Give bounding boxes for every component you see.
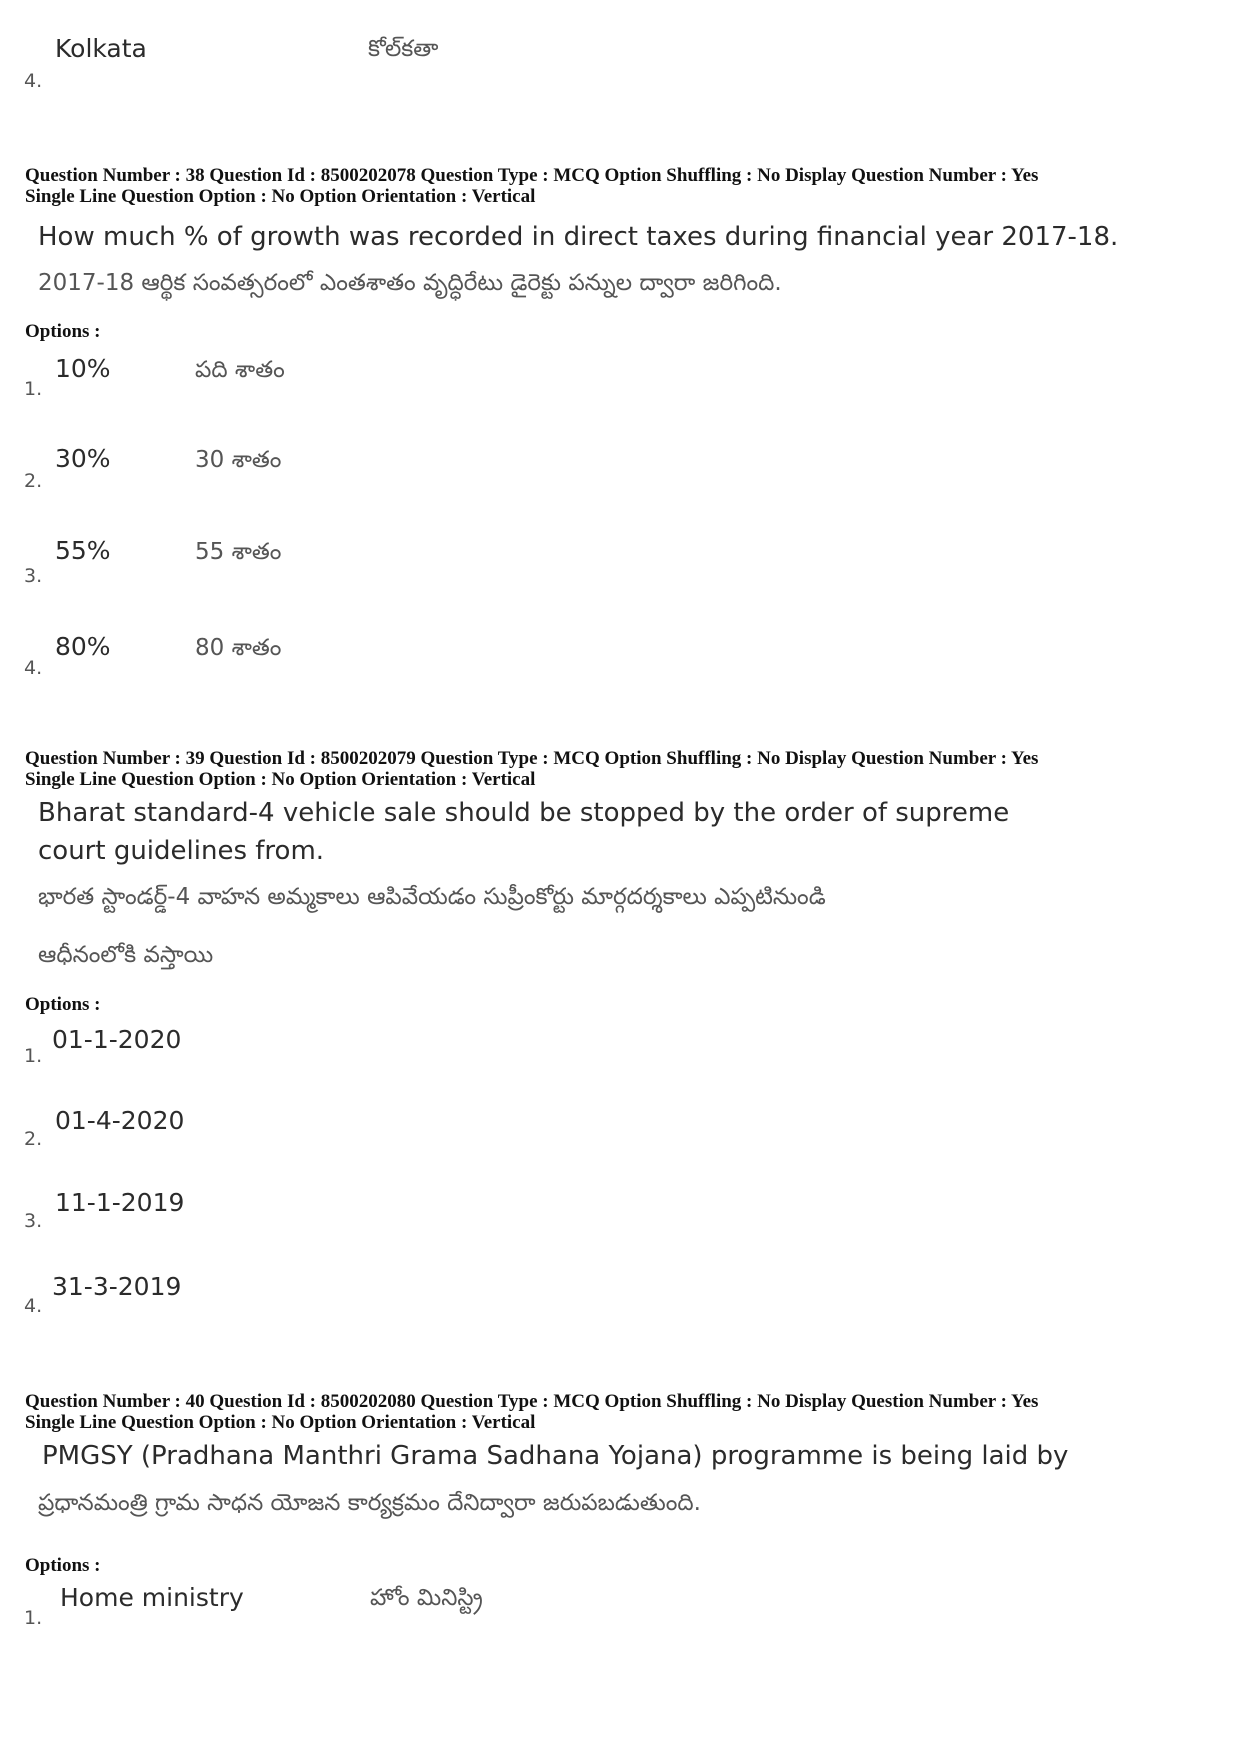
options-label: Options : (25, 994, 101, 1015)
option-en-text: 80% (55, 632, 111, 661)
options-label: Options : (25, 321, 101, 342)
option-te-text: 80 శాతం (195, 635, 282, 661)
option-en-text: 01-4-2020 (55, 1106, 185, 1135)
option-number: 4. (24, 657, 43, 679)
option-number: 3. (24, 1210, 43, 1232)
option-number: 1. (24, 1045, 43, 1067)
option-number: 4. (24, 1295, 43, 1317)
option-number: 2. (24, 1128, 43, 1150)
option-en-text: 30% (55, 444, 111, 473)
option-te-text: 30 శాతం (195, 447, 282, 473)
question-meta: Question Number : 40 Question Id : 8500202080 Question Type : MCQ Option Shuffling : No Display Question Number : Yes (25, 1391, 1039, 1412)
question-meta: Question Number : 38 Question Id : 8500202078 Question Type : MCQ Option Shuffling : No Display Question Number : Yes (25, 165, 1039, 186)
option-number: 4. (24, 70, 43, 92)
question-meta-2: Single Line Question Option : No Option Orientation : Vertical (25, 769, 536, 790)
question-text-te: 2017-18 ఆర్థిక సంవత్సరంలో ఎంతశాతం వృద్ధిరేటు డైరెక్టు పన్నుల ద్వారా జరిగింది. (38, 270, 782, 296)
question-meta-2: Single Line Question Option : No Option Orientation : Vertical (25, 1412, 536, 1433)
question-text-te-line-2: ఆధీనంలోకి వస్తాయి (38, 942, 214, 968)
question-text-te: ప్రధానమంత్రి గ్రామ సాధన యోజన కార్యక్రమం దేనిద్వారా జరుపబడుతుంది. (38, 1490, 701, 1516)
option-en-text: 11-1-2019 (55, 1188, 185, 1217)
option-number: 3. (24, 565, 43, 587)
question-text-te-line-1: భారత స్టాండర్డ్-4 వాహన అమ్మకాలు ఆపివేయడం సుప్రీంకోర్టు మార్గదర్శకాలు ఎప్పటినుండి (38, 884, 826, 910)
option-en-text: 55% (55, 536, 111, 565)
option-en-text: Home ministry (60, 1583, 244, 1612)
option-number: 1. (24, 1607, 43, 1629)
option-en-text: Kolkata (55, 34, 147, 63)
option-en-text: 31-3-2019 (52, 1272, 182, 1301)
question-text-en: How much % of growth was recorded in direct taxes during financial year 2017-18. (38, 222, 1119, 252)
option-te-text: 55 శాతం (195, 539, 282, 565)
question-text-en-line-2: court guidelines from. (38, 836, 325, 866)
question-text-en: PMGSY (Pradhana Manthri Grama Sadhana Yojana) programme is being laid by (42, 1441, 1069, 1471)
option-te-text: హోం మినిస్ట్రి (370, 1585, 483, 1611)
options-label: Options : (25, 1555, 101, 1576)
option-number: 2. (24, 470, 43, 492)
question-text-en-line-1: Bharat standard-4 vehicle sale should be stopped by the order of supreme (38, 798, 1010, 828)
option-en-text: 10% (55, 354, 111, 383)
option-number: 1. (24, 378, 43, 400)
question-meta: Question Number : 39 Question Id : 8500202079 Question Type : MCQ Option Shuffling : No Display Question Number : Yes (25, 748, 1039, 769)
option-te-text: కోల్‌కతా (368, 36, 439, 62)
question-meta-2: Single Line Question Option : No Option Orientation : Vertical (25, 186, 536, 207)
option-en-text: 01-1-2020 (52, 1025, 182, 1054)
option-te-text: పది శాతం (195, 357, 285, 383)
